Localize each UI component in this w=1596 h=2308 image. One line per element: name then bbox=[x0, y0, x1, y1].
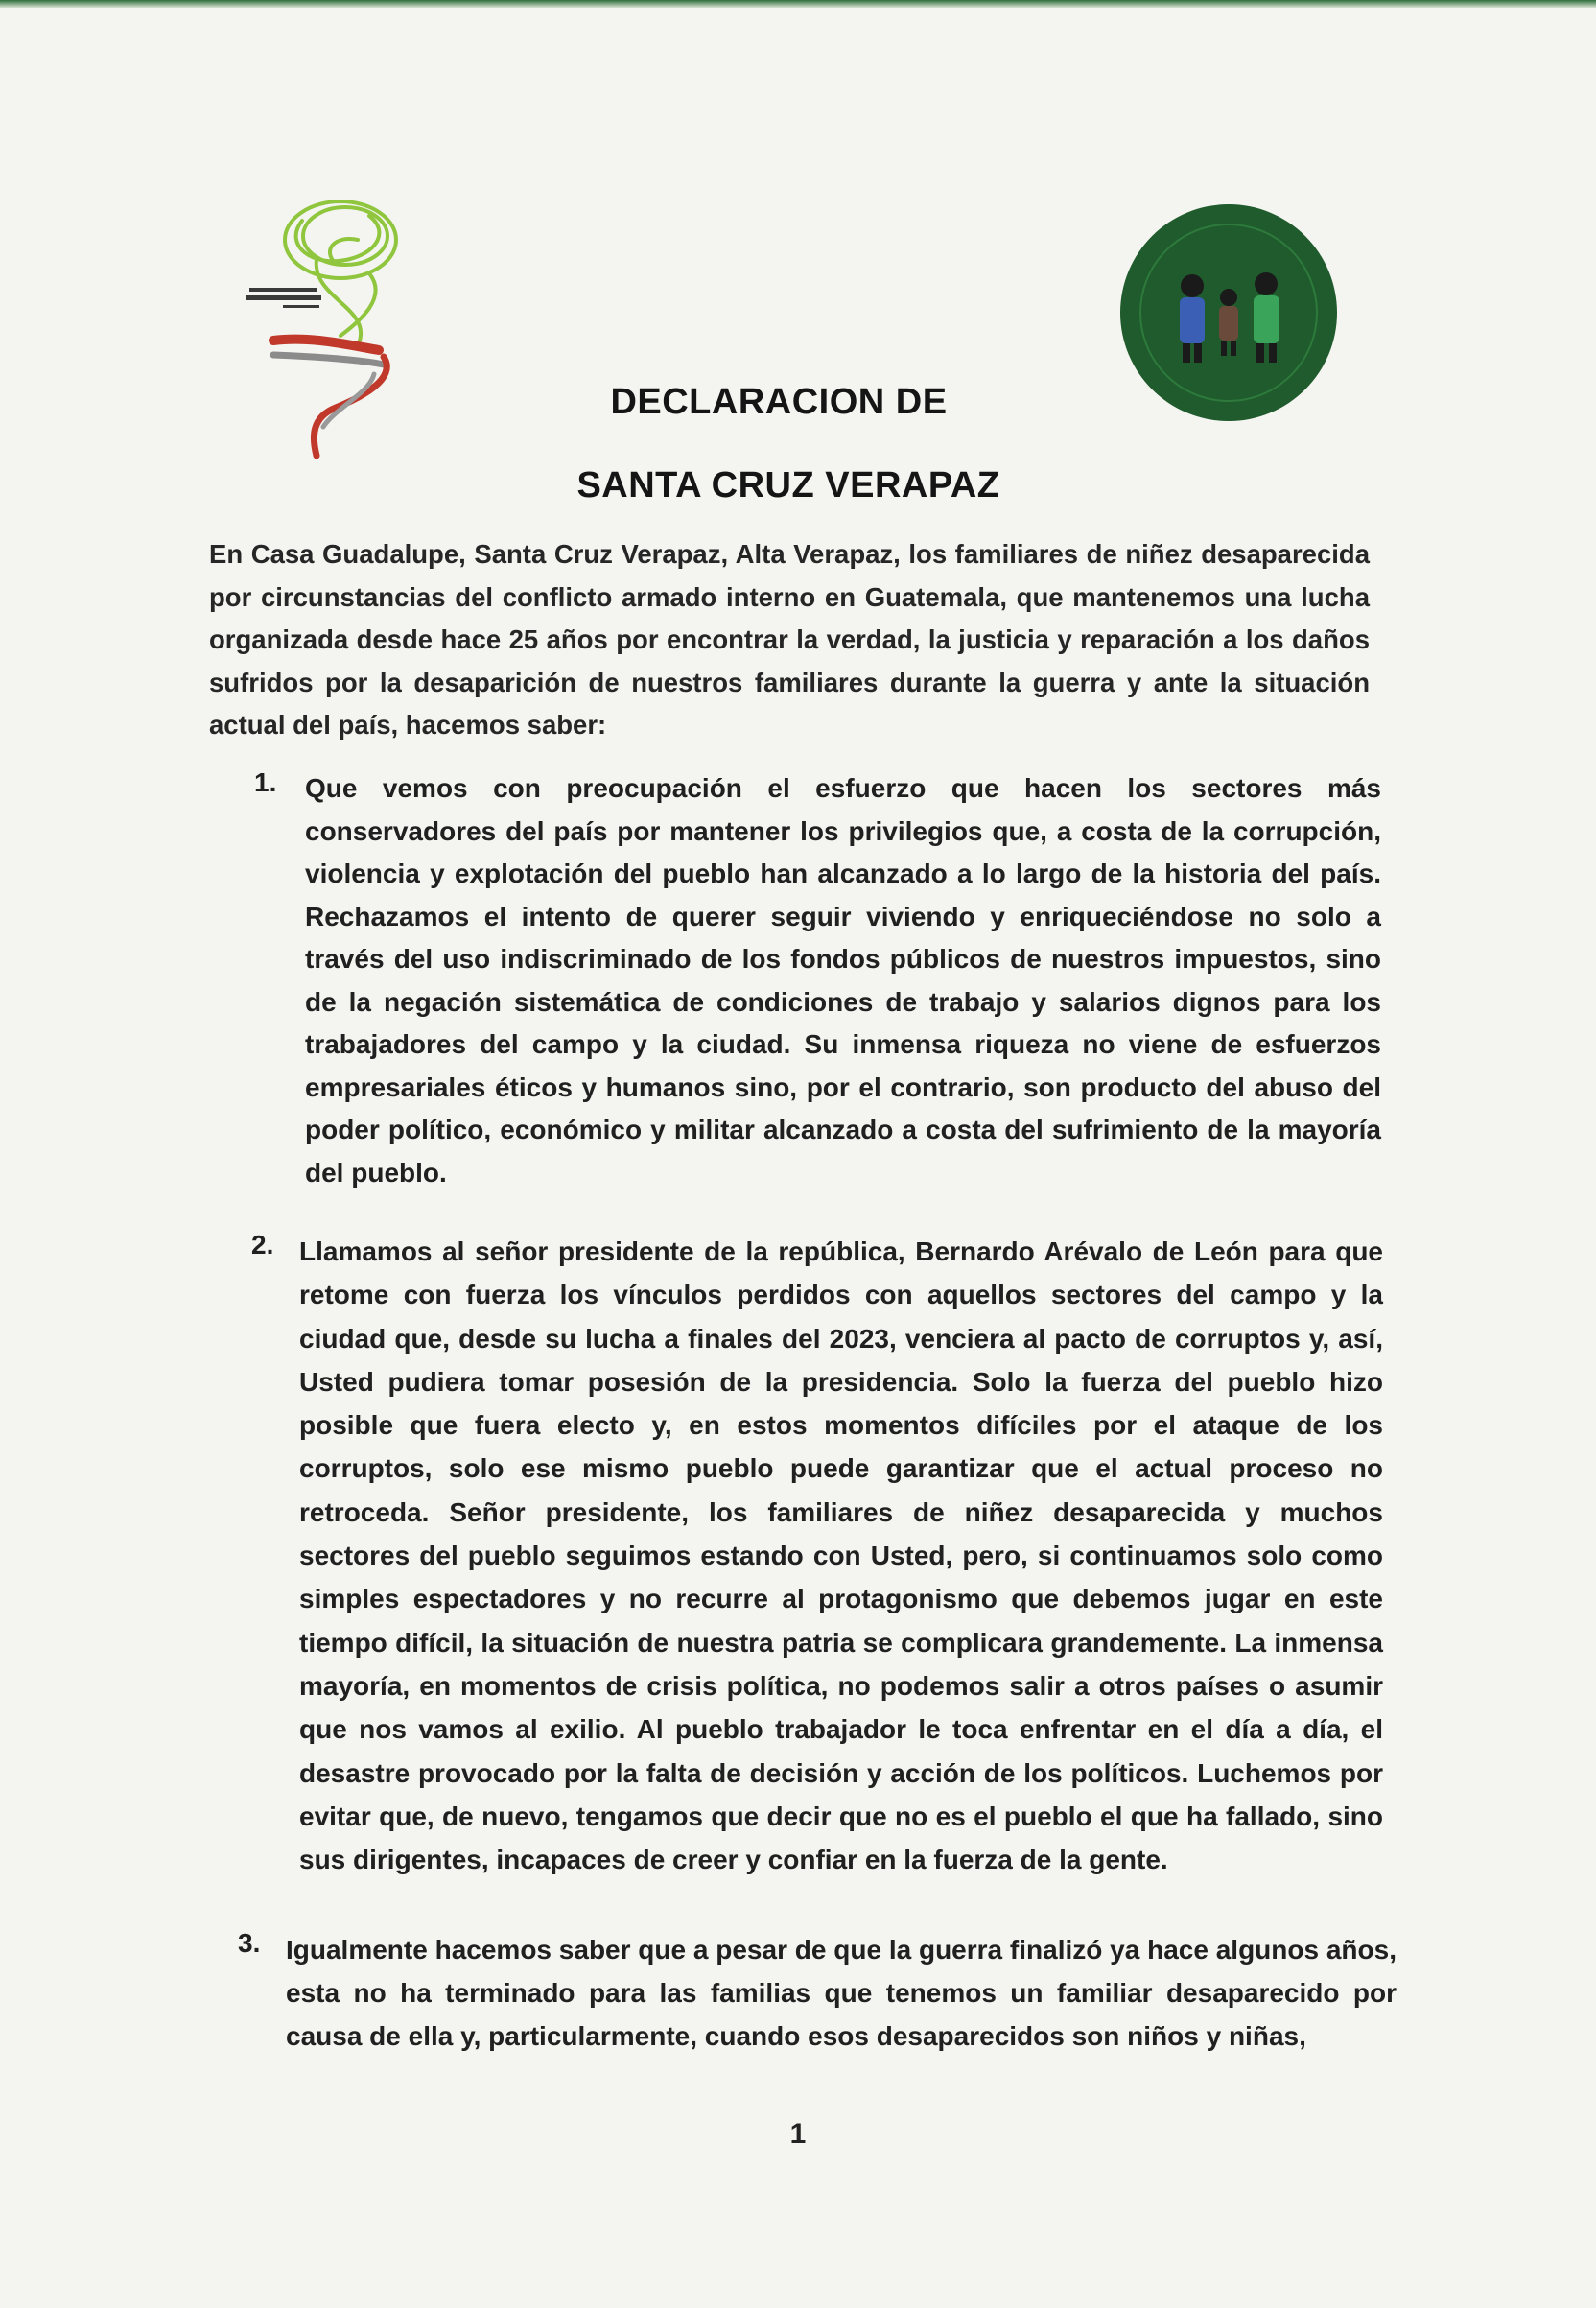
list-item-text: Igualmente hacemos saber que a pesar de que la guerra finalizó ya hace algunos años, esta no ha terminado para las familias que tenemos un familiar desaparecido por causa de ella y, particularmente, cuando esos desaparecidos son niños y niñas, bbox=[286, 1935, 1396, 2051]
page-number: 1 bbox=[789, 2118, 807, 2150]
list-item-text: Que vemos con preocupación el esfuerzo que hacen los sectores más conservadores del país por mantener los privilegios que, a costa de la corrupción, violencia y explotación del pueblo han alcanzado a lo largo de la historia del país. Rechazamos el intento de querer seguir viviendo y enriqueciéndose no solo a través del uso indiscriminado de los fondos públicos de nuestros impuestos, sino de la negación sistemática de condiciones de trabajo y salarios dignos para los trabajadores del campo y la ciudad. Su inmensa riqueza no viene de esfuerzos empresariales éticos y humanos sino, por el contrario, son producto del abuso del poder político, económico y militar alcanzado a costa del sufrimiento de la mayoría del pueblo. bbox=[305, 773, 1381, 1188]
list-item-number: 2. bbox=[251, 1230, 274, 1260]
document-title-line1: DECLARACION DE bbox=[610, 382, 948, 422]
list-item-number: 1. bbox=[254, 767, 277, 797]
page-top-edge bbox=[0, 0, 1596, 8]
list-item-number: 3. bbox=[238, 1928, 261, 1958]
list-item-text: Llamamos al señor presidente de la república, Bernardo Arévalo de León para que retome con fuerza los vínculos perdidos con aquellos sectores del campo y la ciudad que, desde su lucha a finales del 2023, venciera al pacto de corruptos y, así, Usted pudiera tomar posesión de la presidencia. Solo la fuerza del pueblo hizo posible que fuera electo y, en estos momentos difíciles por el ataque de los corruptos, solo ese mismo pueblo puede garantizar que el actual proceso no retroceda. Señor presidente, los familiares de niñez desaparecida y muchos sectores del pueblo seguimos estando con Usted, pero, si continuamos solo como simples espectadores y no recurre al protagonismo que debemos jugar en este tiempo difícil, la situación de nuestra patria se complicara grandemente. La inmensa mayoría, en momentos de crisis política, no podemos salir a otros países o asumir que nos vamos al exilio. Al pueblo trabajador le toca enfrentar en el día a día, el desastre provocado por la falta de decisión y acción de los políticos. Luchemos por evitar que, de nuevo, tengamos que decir que no es el pueblo el que ha fallado, sino sus dirigentes, incapaces de creer y confiar en la fuerza de la gente. bbox=[299, 1236, 1383, 1875]
document-title-line2: SANTA CRUZ VERAPAZ bbox=[576, 465, 1000, 506]
intro-paragraph: En Casa Guadalupe, Santa Cruz Verapaz, Alta Verapaz, los familiares de niñez desaparecida por circunstancias del conflicto armado interno en Guatemala, que mantenemos una lucha organizada desde hace 25 años por encontrar la verdad, la justicia y reparación a los daños sufridos por la desaparición de nuestros familiares durante la guerra y ante la situación actual del país, hacemos saber: bbox=[209, 539, 1370, 740]
